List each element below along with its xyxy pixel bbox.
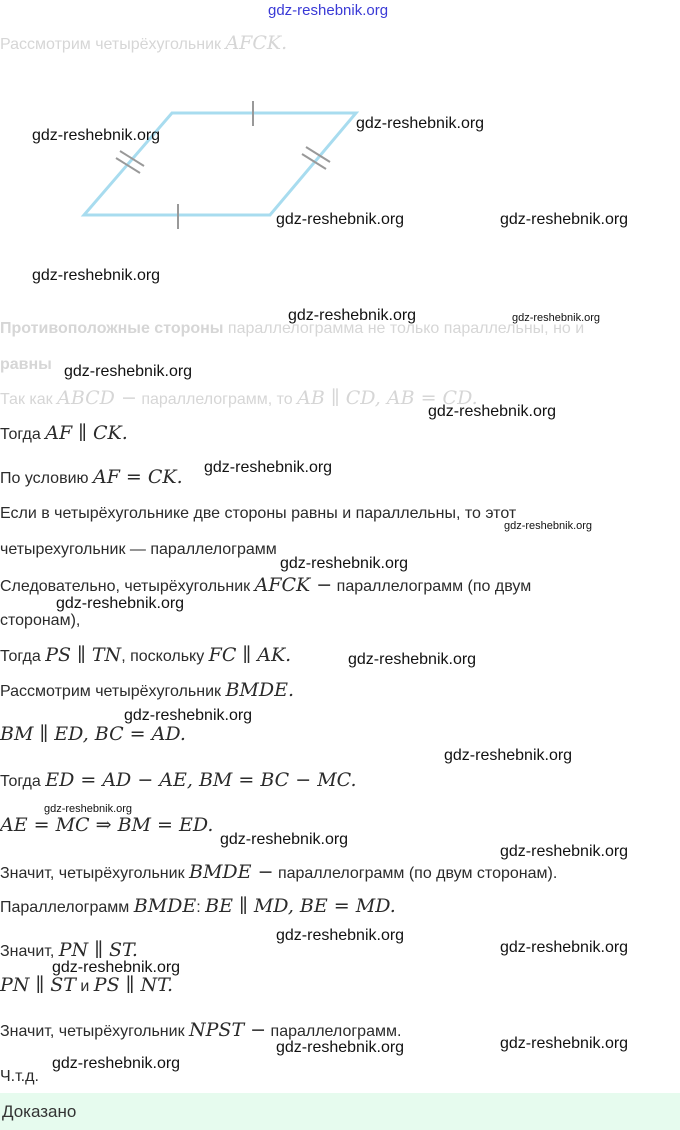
property-text-2: равны <box>0 356 52 373</box>
ps-tn-text-2: , поскольку <box>121 648 209 665</box>
watermark: gdz-reshebnik.org <box>220 831 349 848</box>
intro-text: Рассмотрим четырёхугольник <box>0 36 226 53</box>
npst-conclusion-text-2: параллелограмм. <box>266 1023 402 1040</box>
proved-label: Доказано <box>2 1102 77 1121</box>
theorem-line <box>0 504 516 524</box>
theorem-line-2 <box>0 540 277 560</box>
conclusion-afck-text-2: параллелограмм (по двум <box>332 578 532 595</box>
watermark: gdz-reshebnik.org <box>348 651 477 668</box>
pn-st-text: Значит, <box>0 943 59 960</box>
condition-math: AF = CK. <box>92 466 183 488</box>
bmde-conclusion-text-2: параллелограмм (по двум сторонам). <box>273 865 558 882</box>
npst-conclusion-math: NPST − <box>189 1019 267 1041</box>
watermark: gdz-reshebnik.org <box>204 459 333 476</box>
pn-st-ps-nt-math-1: PN ∥ ST <box>0 974 76 996</box>
watermark: gdz-reshebnik.org <box>44 803 133 815</box>
ps-tn-line <box>0 645 291 667</box>
since-math-2: AB ∥ CD, AB = CD. <box>297 387 478 409</box>
intro-math: AFCK. <box>225 32 288 54</box>
intro-line <box>0 33 287 55</box>
ed-ad-line <box>0 770 357 792</box>
bmde-conclusion-math: BMDE − <box>189 861 274 883</box>
bmde-parallelogram-text: Параллелограмм <box>0 899 134 916</box>
conclusion-afck-line <box>0 575 531 597</box>
bmde-parallelogram-math-1: BMDE <box>133 895 197 917</box>
condition-line <box>0 467 183 489</box>
bmde-conclusion-line <box>0 862 557 884</box>
watermark: gdz-reshebnik.org <box>500 939 629 956</box>
property-heading: Противоположные стороны <box>0 320 224 337</box>
qed-text: Ч.т.д. <box>0 1068 39 1085</box>
watermark: gdz-reshebnik.org <box>500 1035 629 1052</box>
ps-tn-text: Тогда <box>0 648 46 665</box>
bm-ed-math: BM ∥ ED, BC = AD. <box>0 723 186 745</box>
watermark: gdz-reshebnik.org <box>504 520 593 532</box>
then-math: AF ∥ CK. <box>45 422 128 444</box>
ps-tn-math-1: PS ∥ TN <box>45 644 122 666</box>
consider-bmde-line <box>0 680 294 702</box>
conclusion-afck-math: AFCK − <box>254 574 333 596</box>
watermark: gdz-reshebnik.org <box>428 403 557 420</box>
bm-ed-line <box>0 724 186 746</box>
ae-mc-math: AE = MC ⇒ BM = ED. <box>0 814 214 836</box>
consider-bmde-text: Рассмотрим четырёхугольник <box>0 683 226 700</box>
then-line <box>0 423 128 445</box>
ae-mc-line <box>0 815 213 837</box>
watermark: gdz-reshebnik.org <box>64 363 193 380</box>
bmde-parallelogram-math-2: BE ∥ MD, BE = MD. <box>205 895 396 917</box>
pn-st-ps-nt-text: и <box>75 978 94 995</box>
watermark: gdz-reshebnik.org <box>500 211 629 228</box>
conclusion-afck-text: Следовательно, четырёхугольник <box>0 578 255 595</box>
watermark: gdz-reshebnik.org <box>444 747 573 764</box>
bmde-parallelogram-text-2: : <box>196 899 206 916</box>
watermark: gdz-reshebnik.org <box>52 1055 181 1072</box>
then-text: Тогда <box>0 426 46 443</box>
conclusion-afck-text-3: сторонам), <box>0 612 81 629</box>
ed-ad-math: ED = AD − AE, BM = BC − MC. <box>45 769 357 791</box>
watermark: gdz-reshebnik.org <box>276 211 405 228</box>
pn-st-math: PN ∥ ST. <box>58 939 138 961</box>
watermark: gdz-reshebnik.org <box>32 267 161 284</box>
theorem-text: Если в четырёхугольнике две стороны равны и параллельны, то этот <box>0 505 517 522</box>
watermark: gdz-reshebnik.org <box>288 307 417 324</box>
watermark: gdz-reshebnik.org <box>56 595 185 612</box>
watermark: gdz-reshebnik.org <box>52 959 181 976</box>
watermark: gdz-reshebnik.org <box>356 115 485 132</box>
property-line-2 <box>0 355 52 375</box>
watermark: gdz-reshebnik.org <box>280 555 409 572</box>
since-text: Так как <box>0 391 58 408</box>
property-text: параллелограмма не только параллельны, но и <box>223 320 585 337</box>
watermark: gdz-reshebnik.org <box>276 1039 405 1056</box>
watermark: gdz-reshebnik.org <box>124 707 253 724</box>
theorem-text-2: четырехугольник — параллелограмм <box>0 541 277 558</box>
bmde-conclusion-text: Значит, четырёхугольник <box>0 865 190 882</box>
pn-st-ps-nt-math-2: PS ∥ NT. <box>93 974 173 996</box>
npst-conclusion-text: Значит, четырёхугольник <box>0 1023 190 1040</box>
bmde-parallelogram-line <box>0 896 396 918</box>
watermark: gdz-reshebnik.org <box>32 127 161 144</box>
since-text-2: параллелограмм, то <box>136 391 298 408</box>
consider-bmde-math: BMDE. <box>225 679 295 701</box>
conclusion-afck-line-2 <box>0 611 80 631</box>
ps-tn-math-2: FC ∥ AK. <box>208 644 292 666</box>
ed-ad-text: Тогда <box>0 773 46 790</box>
watermark: gdz-reshebnik.org <box>500 843 629 860</box>
watermark-top: gdz-reshebnik.org <box>268 2 389 19</box>
watermark: gdz-reshebnik.org <box>512 312 601 324</box>
condition-text: По условию <box>0 470 93 487</box>
qed-line <box>0 1067 39 1087</box>
since-math-1: ABCD − <box>57 387 137 409</box>
since-line <box>0 388 478 410</box>
watermark: gdz-reshebnik.org <box>276 927 405 944</box>
pn-st-ps-nt-line <box>0 975 173 997</box>
proved-banner <box>0 1093 680 1130</box>
